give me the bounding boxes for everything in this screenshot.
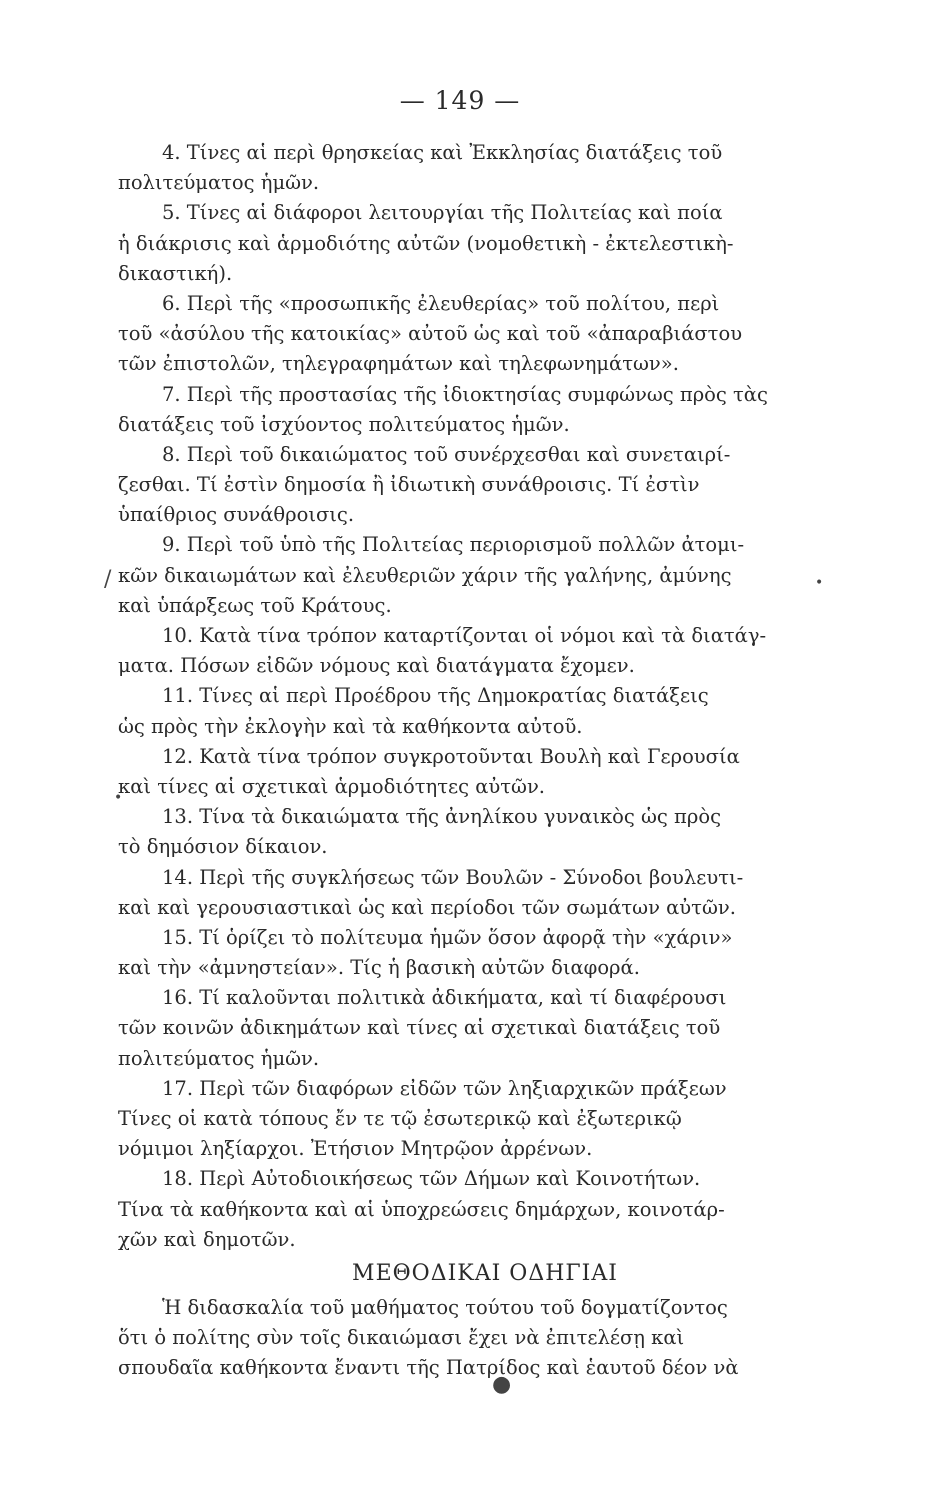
text-line: τῶν κοινῶν ἀδικημάτων καὶ τίνες αἱ σχετικαὶ διατάξεις τοῦ [118,1016,721,1040]
text-line: καὶ τίνες αἱ σχετικαὶ ἁρμοδιότητες αὐτῶν. [118,774,546,798]
section-line: σπουδαῖα καθήκοντα ἔναντι τῆς Πατρίδος καὶ ἑαυτοῦ δέον νὰ [118,1356,739,1380]
text-line: πολιτεύματος ἡμῶν. [118,171,320,195]
text-line: 18. Περὶ Αὐτοδιοικήσεως τῶν Δήμων καὶ Κοινοτήτων. [162,1167,701,1191]
ink-dot: • [815,575,824,591]
text-line: 10. Κατὰ τίνα τρόπον καταρτίζονται οἱ νόμοι καὶ τὰ διατάγ- [162,624,767,647]
text-line: καὶ τὴν «ἀμνηστείαν». Τίς ἡ βασικὴ αὐτῶν διαφορά. [118,956,640,980]
text-line: 15. Τί ὁρίζει τὸ πολίτευμα ἡμῶν ὅσον ἀφορᾷ τὴν «χάριν» [162,925,733,949]
ink-dot: • [114,790,123,806]
text-line: 4. Τίνες αἱ περὶ θρησκείας καὶ Ἐκκλησίας διατάξεις τοῦ [162,141,723,164]
text-line: 8. Περὶ τοῦ δικαιώματος τοῦ συνέρχεσθαι καὶ συνεταιρί- [162,442,731,466]
text-line: 16. Τί καλοῦνται πολιτικὰ ἀδικήματα, καὶ τί διαφέρουσι [162,986,727,1010]
text-line: 14. Περὶ τῆς συγκλήσεως τῶν Βουλῶν - Σύνοδοι βουλευτι- [162,865,744,889]
text-line: διατάξεις τοῦ ἰσχύοντος πολιτεύματος ἡμῶν. [118,412,570,436]
text-line: τὸ δημόσιον δίκαιον. [118,835,328,859]
text-line: Τίνα τὰ καθήκοντα καὶ αἱ ὑποχρεώσεις δημάρχων, κοινοτάρ- [118,1197,725,1221]
text-line: 6. Περὶ τῆς «προσωπικῆς ἐλευθερίας» τοῦ πολίτου, περὶ [162,291,720,315]
text-line: 12. Κατὰ τίνα τρόπον συγκροτοῦνται Βουλὴ καὶ Γερουσία [162,744,740,768]
text-line: τῶν ἐπιστολῶν, τηλεγραφημάτων καὶ τηλεφωνημάτων». [118,352,679,376]
text-line: ὑπαίθριος συνάθροισις. [118,503,355,527]
text-line: 17. Περὶ τῶν διαφόρων εἰδῶν τῶν ληξιαρχικῶν πράξεων [162,1076,727,1100]
text-line: 9. Περὶ τοῦ ὑπὸ τῆς Πολιτείας περιορισμοῦ πολλῶν ἀτομι- [162,533,745,557]
text-line: δικαστική). [118,261,233,285]
text-line: ἡ διάκρισις καὶ ἁρμοδιότης αὐτῶν (νομοθετικὴ - ἐκτελεστικὴ- [118,231,734,255]
text-line: καὶ ὑπάρξεως τοῦ Κράτους. [118,593,392,617]
text-line: ματα. Πόσων εἰδῶν νόμους καὶ διατάγματα ἔχομεν. [118,654,635,678]
margin-ink-mark: / [104,567,112,592]
section-line: Ἡ διδασκαλία τοῦ μαθήματος τούτου τοῦ δογματίζοντος [162,1295,728,1319]
text-body [118,138,812,1384]
page-number: — 149 — [399,86,521,115]
text-line: χῶν καὶ δημοτῶν. [118,1227,296,1251]
text-line: νόμιμοι ληξίαρχοι. Ἐτήσιον Μητρῷον ἀρρένων. [118,1137,593,1161]
text-line: 11. Τίνες αἱ περὶ Προέδρου τῆς Δημοκρατίας διατάξεις [162,684,709,708]
text-line: 5. Τίνες αἱ διάφοροι λειτουργίαι τῆς Πολιτείας καὶ ποία [162,201,723,225]
section-line: ὅτι ὁ πολίτης σὺν τοῖς δικαιώμασι ἔχει νὰ ἐπιτελέσῃ καὶ [118,1326,685,1350]
text-line: Τίνες οἱ κατὰ τόπους ἔν τε τῷ ἐσωτερικῷ καὶ ἐξωτερικῷ [118,1107,682,1130]
text-line: ζεσθαι. Τί ἐστὶν δημοσία ἢ ἰδιωτικὴ συνάθροισις. Τί ἐστὶν [118,473,700,497]
text-line: 7. Περὶ τῆς προστασίας τῆς ἰδιοκτησίας συμφώνως πρὸς τὰς [162,382,768,406]
section-heading: ΜΕΘΟΔΙΚΑΙ ΟΔΗΓΙΑΙ [352,1260,618,1286]
ink-blot: ● [492,1372,512,1397]
text-line: τοῦ «ἀσύλου τῆς κατοικίας» αὐτοῦ ὡς καὶ τοῦ «ἀπαραβιάστου [118,322,743,346]
text-line: κῶν δικαιωμάτων καὶ ἐλευθεριῶν χάριν τῆς γαλήνης, ἀμύνης [118,563,732,587]
text-line: καὶ καὶ γερουσιαστικαὶ ὡς καὶ περίοδοι τῶν σωμάτων αὐτῶν. [118,895,736,919]
text-line: ὡς πρὸς τὴν ἐκλογὴν καὶ τὰ καθήκοντα αὐτοῦ. [118,714,583,738]
text-line: 13. Τίνα τὰ δικαιώματα τῆς ἀνηλίκου γυναικὸς ὡς πρὸς [162,805,721,829]
text-line: πολιτεύματος ἡμῶν. [118,1046,320,1070]
